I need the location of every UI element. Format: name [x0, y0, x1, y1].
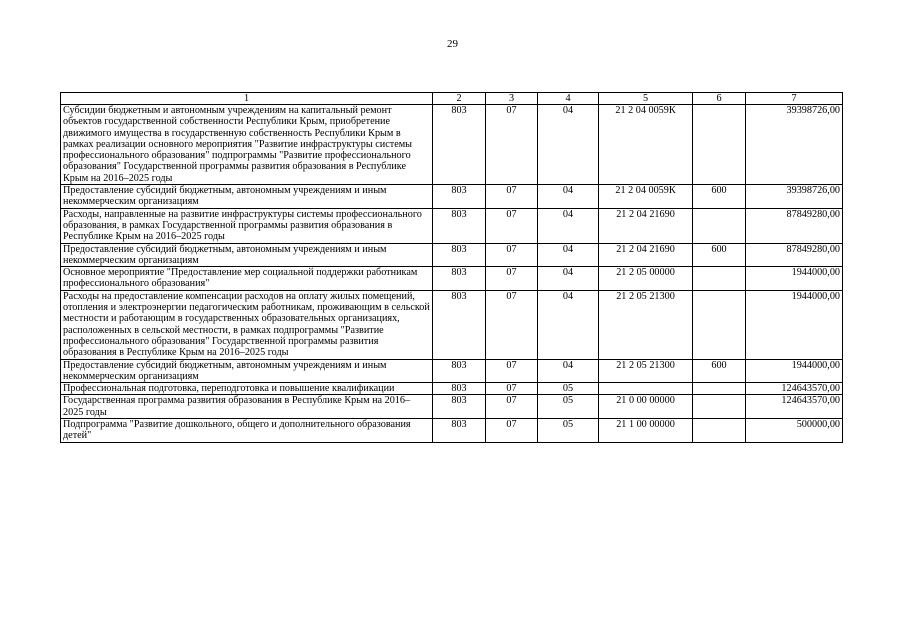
row-section-code: 07 — [486, 290, 538, 359]
row-target-code: 21 2 04 21690 — [599, 243, 693, 267]
row-name: Расходы на предоставление компенсации расходов на оплату жилых помещений, отопления и электроэнергии педагогическим работникам, проживающим в сельской местности и работающим в государственных образовательных организациях, расположенных в сельской местности, в рамках подпрограммы "Развитие профессионального образования" Государственной программы развития образования в Республике Крым на 2016–2025 годы — [61, 290, 433, 359]
row-amount: 124643570,00 — [746, 383, 843, 395]
table-row — [61, 290, 843, 359]
row-target-code: 21 2 05 21300 — [599, 290, 693, 359]
column-header-7: 7 — [746, 93, 843, 105]
table-row — [61, 208, 843, 243]
row-expense-type — [693, 290, 746, 359]
row-amount: 1944000,00 — [746, 359, 843, 383]
column-header-6: 6 — [693, 93, 746, 105]
row-amount: 87849280,00 — [746, 208, 843, 243]
table-row — [61, 243, 843, 267]
row-subsection-code: 05 — [538, 419, 599, 443]
row-target-code: 21 1 00 00000 — [599, 419, 693, 443]
row-subsection-code: 04 — [538, 185, 599, 209]
row-ministry-code: 803 — [433, 208, 486, 243]
row-ministry-code: 803 — [433, 359, 486, 383]
table-row — [61, 383, 843, 395]
row-ministry-code: 803 — [433, 105, 486, 185]
budget-table — [60, 92, 843, 443]
column-header-3: 3 — [486, 93, 538, 105]
row-section-code: 07 — [486, 243, 538, 267]
row-expense-type: 600 — [693, 185, 746, 209]
row-expense-type — [693, 208, 746, 243]
row-ministry-code: 803 — [433, 383, 486, 395]
row-name: Профессиональная подготовка, переподготовка и повышение квалификации — [61, 383, 433, 395]
row-expense-type — [693, 383, 746, 395]
row-subsection-code: 04 — [538, 359, 599, 383]
row-target-code: 21 2 05 21300 — [599, 359, 693, 383]
row-target-code: 21 2 05 00000 — [599, 267, 693, 291]
row-ministry-code: 803 — [433, 419, 486, 443]
row-expense-type — [693, 105, 746, 185]
row-expense-type — [693, 267, 746, 291]
row-name: Основное мероприятие "Предоставление мер социальной поддержки работникам профессионального образования" — [61, 267, 433, 291]
row-amount: 1944000,00 — [746, 290, 843, 359]
table-row — [61, 419, 843, 443]
row-amount: 1944000,00 — [746, 267, 843, 291]
row-name: Предоставление субсидий бюджетным, автономным учреждениям и иным некоммерческим организациям — [61, 359, 433, 383]
page-number: 29 — [447, 38, 458, 50]
table-row — [61, 105, 843, 185]
row-section-code: 07 — [486, 383, 538, 395]
row-subsection-code: 04 — [538, 243, 599, 267]
row-section-code: 07 — [486, 105, 538, 185]
row-section-code: 07 — [486, 359, 538, 383]
row-section-code: 07 — [486, 419, 538, 443]
row-expense-type: 600 — [693, 359, 746, 383]
row-section-code: 07 — [486, 267, 538, 291]
row-ministry-code: 803 — [433, 185, 486, 209]
column-header-1: 1 — [61, 93, 433, 105]
row-name: Предоставление субсидий бюджетным, автономным учреждениям и иным некоммерческим организациям — [61, 185, 433, 209]
table-row — [61, 267, 843, 291]
row-target-code: 21 2 04 0059К — [599, 105, 693, 185]
row-subsection-code: 04 — [538, 105, 599, 185]
table-header-row — [61, 93, 843, 105]
row-amount: 39398726,00 — [746, 105, 843, 185]
row-name: Государственная программа развития образования в Республике Крым на 2016–2025 годы — [61, 395, 433, 419]
row-expense-type: 600 — [693, 243, 746, 267]
row-amount: 500000,00 — [746, 419, 843, 443]
row-subsection-code: 05 — [538, 383, 599, 395]
row-expense-type — [693, 419, 746, 443]
row-ministry-code: 803 — [433, 243, 486, 267]
row-section-code: 07 — [486, 185, 538, 209]
row-section-code: 07 — [486, 395, 538, 419]
row-target-code — [599, 383, 693, 395]
row-subsection-code: 04 — [538, 290, 599, 359]
row-name: Предоставление субсидий бюджетным, автономным учреждениям и иным некоммерческим организациям — [61, 243, 433, 267]
row-name: Подпрограмма "Развитие дошкольного, общего и дополнительного образования детей" — [61, 419, 433, 443]
row-amount: 124643570,00 — [746, 395, 843, 419]
row-target-code: 21 2 04 0059К — [599, 185, 693, 209]
table-row — [61, 395, 843, 419]
row-ministry-code: 803 — [433, 267, 486, 291]
row-subsection-code: 04 — [538, 208, 599, 243]
row-ministry-code: 803 — [433, 290, 486, 359]
row-subsection-code: 04 — [538, 267, 599, 291]
column-header-4: 4 — [538, 93, 599, 105]
row-name: Расходы, направленные на развитие инфраструктуры системы профессионального образования, в рамках Государственной программы развития образования в Республике Крым на 2016–2025 годы — [61, 208, 433, 243]
row-subsection-code: 05 — [538, 395, 599, 419]
row-section-code: 07 — [486, 208, 538, 243]
row-amount: 39398726,00 — [746, 185, 843, 209]
row-amount: 87849280,00 — [746, 243, 843, 267]
row-expense-type — [693, 395, 746, 419]
row-target-code: 21 2 04 21690 — [599, 208, 693, 243]
row-ministry-code: 803 — [433, 395, 486, 419]
table-row — [61, 185, 843, 209]
table-row — [61, 359, 843, 383]
row-name: Субсидии бюджетным и автономным учреждениям на капитальный ремонт объектов государственной собственности Республики Крым, приобретение движимого имущества в государственную собственность Республики Крым в рамках реализации основного мероприятия "Развитие инфраструктуры системы профессионального образования" подпрограммы "Развитие профессионального образования" Государственной программы развития образования в Республике Крым на 2016–2025 годы — [61, 105, 433, 185]
column-header-5: 5 — [599, 93, 693, 105]
row-target-code: 21 0 00 00000 — [599, 395, 693, 419]
column-header-2: 2 — [433, 93, 486, 105]
